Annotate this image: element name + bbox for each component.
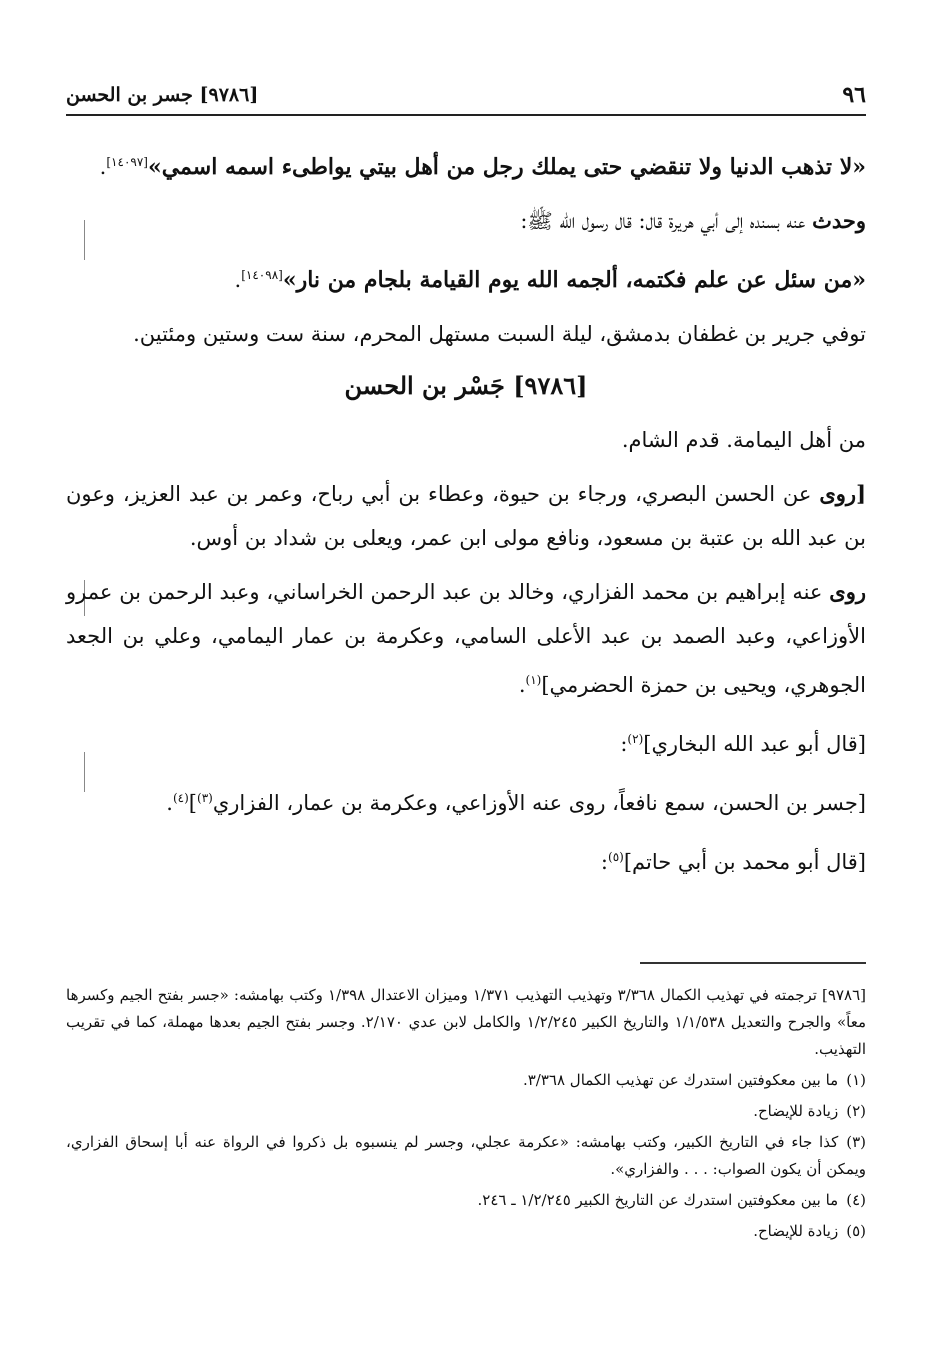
hadith-ref: [١٤٠٩٧] bbox=[106, 155, 148, 169]
footnotes bbox=[66, 982, 866, 1249]
narrated-keyword: روى bbox=[829, 579, 866, 604]
footnote-number: (٥) bbox=[846, 1222, 866, 1240]
footnote-text: ما بين معكوفتين استدرك عن تهذيب الكمال ٣/٣٦٨. bbox=[522, 1071, 839, 1089]
hadith-quote: «من سئل عن علم فكتمه، ألجمه الله يوم القيامة بلجام من نار» bbox=[282, 267, 866, 293]
footnote-item bbox=[66, 1098, 866, 1125]
hadith-quote: «لا تذهب الدنيا ولا تنقضي حتى يملك رجل من أهل بيتي يواطىء اسمه اسمي» bbox=[147, 154, 866, 180]
bukhari-heading: [قال أبو عبد الله البخاري]$^{(٢)}$: bbox=[620, 732, 866, 756]
running-head: [٩٧٨٦] جسر بن الحسن bbox=[66, 84, 259, 106]
ibn-abi-hatim-heading: [قال أبو محمد بن أبي حاتم]$^{(٥)}$: bbox=[600, 850, 866, 874]
footnote-item bbox=[66, 1129, 866, 1183]
footnote-ref: (٤) bbox=[172, 791, 189, 805]
footnote-number: (٤) bbox=[846, 1191, 866, 1209]
footnote-ref: (٣) bbox=[197, 791, 213, 805]
narrators-paragraph: روى عنه إبراهيم بن محمد الفزاري، وخالد بن عبد الرحمن الخراساني، وعبد الرحمن بن عمرو الأوزاعي، وعبد الصمد بن عبد الأعلى السامي، وعكرمة بن عمار اليمامي، وعلي بن الجعد الجوهري، ويحيى بن حمزة الحضرمي]$^{(١)}$. bbox=[66, 579, 866, 697]
footnote-ref: (١) bbox=[525, 673, 542, 687]
narrated-keyword: [روى bbox=[819, 481, 866, 506]
narration-intro bbox=[66, 199, 866, 243]
narration-keyword: وحدث bbox=[812, 208, 866, 233]
footnote-text: كذا جاء في التاريخ الكبير، وكتب بهامشه: «عكرمة عجلي، وجسر لم ينسبوه بل ذكروا في الرواة عنه أبا إسحاق الفزاري، ويمكن أن يكون الصواب: . . . والفزاري». bbox=[66, 1133, 866, 1178]
hadith-ref: [١٤٠٩٨] bbox=[241, 268, 283, 282]
narrated-from-text: عن الحسن البصري، ورجاء بن حيوة، وعطاء بن أبي رباح، وعمر بن عبد العزيز، وعون بن عبد الله بن عتبة بن مسعود، ونافع مولى ابن عمر، ويعلى بن شداد بن أوس. bbox=[66, 482, 866, 550]
footnote-number: (٢) bbox=[846, 1102, 866, 1120]
footnote-main: [٩٧٨٦] ترجمته في تهذيب الكمال ٣/٣٦٨ وتهذيب التهذيب ١/٣٧١ وميزان الاعتدال ١/٣٩٨ وكتب بهامشه: «جسر بفتح الجيم وكسرها معاً» والجرح والتعديل ١/١/٥٣٨ والتاريخ الكبير ١/٢/٢٤٥ والكامل لابن عدي ٢/١٧٠. وجسر بفتح الجيم بعدها مهملة، كما في تقريب التهذيب. bbox=[66, 986, 867, 1058]
bukhari-quote-text: [جسر بن الحسن، سمع نافعاً، روى عنه الأوزاعي، وعكرمة بن عمار، الفزاري bbox=[212, 791, 866, 815]
hadith-paragraph-2: «من سئل عن علم فكتمه، ألجمه الله يوم القيامة بلجام من نار»[١٤٠٩٨]. bbox=[234, 267, 866, 293]
origin-note: من أهل اليمامة. قدم الشام. bbox=[621, 428, 866, 452]
footnote-text: زيادة للإيضاح. bbox=[753, 1222, 839, 1240]
footnote-number: (٣) bbox=[846, 1133, 866, 1151]
narrators-text: عنه إبراهيم بن محمد الفزاري، وخالد بن عبد الرحمن الخراساني، وعبد الرحمن بن عمرو الأوزاعي، وعبد الصمد بن عبد الأعلى السامي، وعكرمة بن عمار اليمامي، وعلي بن الجعد الجوهري، ويحيى بن حمزة الحضرمي] bbox=[66, 580, 866, 697]
narration-text: عنه بسنده إلى أبي هريرة قال: قال رسول الله ﷺ: bbox=[520, 209, 806, 233]
ibn-abi-hatim-text: [قال أبو محمد بن أبي حاتم] bbox=[623, 850, 866, 874]
footnote-number: (١) bbox=[846, 1071, 866, 1089]
footnote-item bbox=[66, 1218, 866, 1245]
narrated-from-paragraph bbox=[66, 472, 866, 560]
footnote-ref: (٢) bbox=[627, 732, 644, 746]
footnote-rule bbox=[640, 962, 866, 964]
footnote-text: زيادة للإيضاح. bbox=[753, 1102, 839, 1120]
footnote-item bbox=[66, 1067, 866, 1094]
header-rule bbox=[66, 114, 866, 116]
bukhari-quote: [جسر بن الحسن، سمع نافعاً، روى عنه الأوزاعي، وعكرمة بن عمار، الفزاري$^{(٣)}$]$^{(٤)}$. bbox=[166, 791, 866, 815]
hadith-paragraph-1: «لا تذهب الدنيا ولا تنقضي حتى يملك رجل من أهل بيتي يواطىء اسمه اسمي»[١٤٠٩٧]. bbox=[99, 154, 866, 180]
footnote-ref: (٥) bbox=[608, 850, 624, 864]
main-text bbox=[66, 140, 866, 894]
footnote-text: ما بين معكوفتين استدرك عن التاريخ الكبير ١/٢/٢٤٥ ـ ٢٤٦. bbox=[477, 1191, 839, 1209]
page-number: ٩٦ bbox=[842, 82, 866, 108]
death-note: توفي جرير بن غطفان بدمشق، ليلة السبت مستهل المحرم، سنة ست وستين ومئتين. bbox=[133, 322, 866, 346]
footnote-item bbox=[66, 1187, 866, 1214]
bukhari-text: [قال أبو عبد الله البخاري] bbox=[643, 732, 866, 756]
page-header bbox=[66, 82, 866, 110]
entry-title: [٩٧٨٦] جَسْر بن الحسن bbox=[344, 371, 588, 400]
